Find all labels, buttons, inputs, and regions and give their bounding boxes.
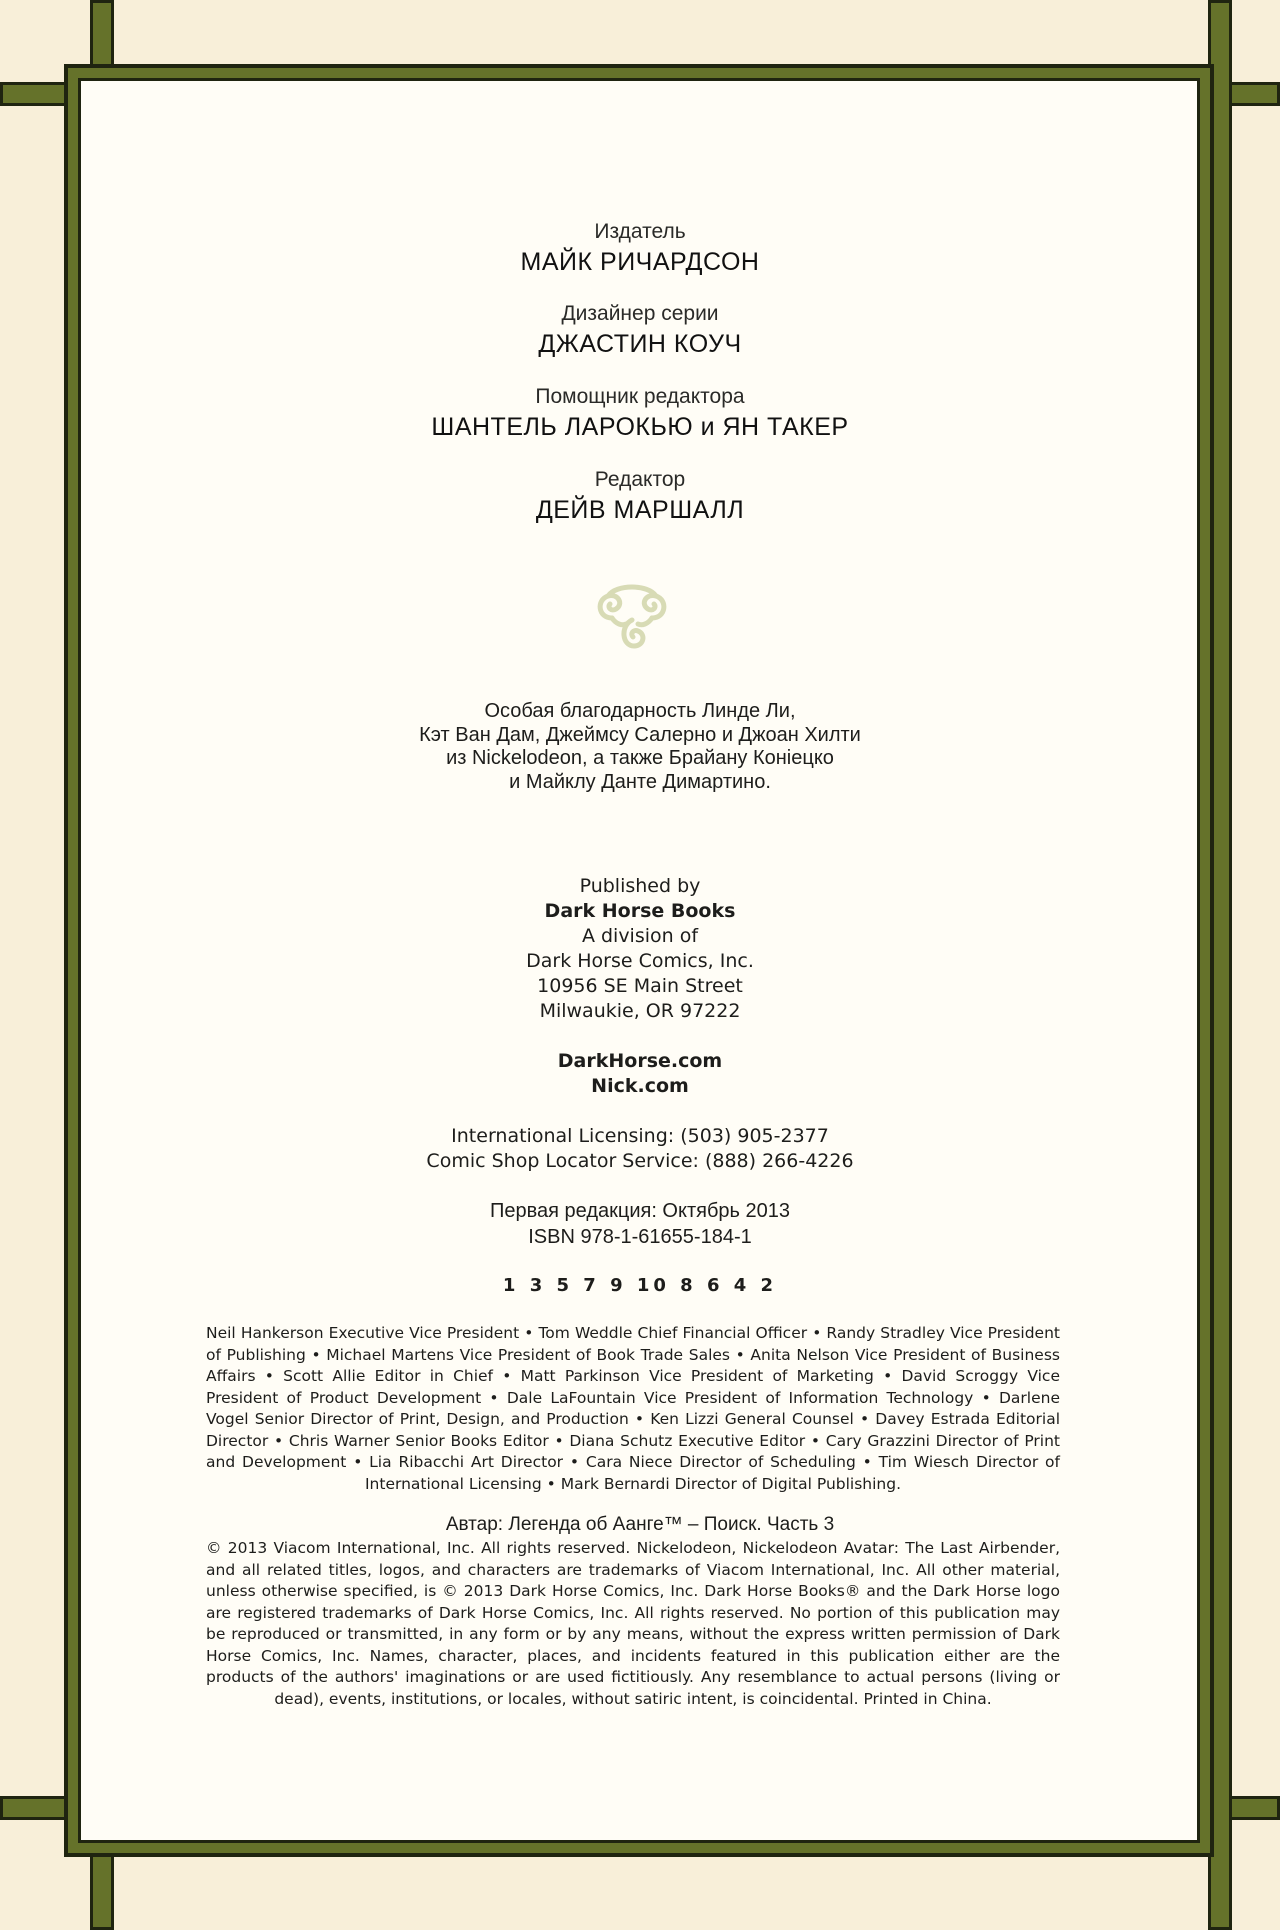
publisher-city: Milwaukie, OR 97222 <box>539 1000 741 1022</box>
licensing-phone: International Licensing: (503) 905-2377 <box>451 1125 829 1147</box>
website-nick[interactable]: Nick.com <box>591 1075 689 1097</box>
credit-role: Издатель <box>594 220 686 243</box>
publisher-parent: Dark Horse Comics, Inc. <box>526 950 754 972</box>
staff-list: Neil Hankerson Executive Vice President • Tom Weddle Chief Financial Officer • Randy Stradley Vice President of Publishing • Michael Martens Vice President of Book Trade Sales • Anita Nelson Vice President of Business Affairs • Scott Allie Editor in Chief • Matt Parkinson Vice President of Marketing • David Scroggy Vice President of Product Development • Dale LaFountain Vice President of Information Technology • Darlene Vogel Senior Director of Print, Design, and Production • Ken Lizzi General Counsel • Davey Estrada Editorial Director • Chris Warner Senior Books Editor • Diana Schutz Executive Editor • Cary Grazzini Director of Print and Development • Lia Ribacchi Art Director • Cara Niece Director of Scheduling • Tim Wiesch Director of International Licensing • Mark Bernardi Director of Digital Publishing. <box>206 1324 1060 1493</box>
publisher-street: 10956 SE Main Street <box>537 975 743 997</box>
contact-numbers <box>0 1124 1280 1174</box>
isbn: ISBN 978-1-61655-184-1 <box>528 1226 752 1248</box>
thanks-line: Кэт Ван Дам, Джеймсу Салерно и Джоан Хилти <box>419 723 861 746</box>
credit-name: ДЕЙВ МАРШАЛЛ <box>535 496 745 524</box>
credit-name: ДЖАСТИН КОУЧ <box>538 330 742 358</box>
websites <box>0 1049 1280 1099</box>
first-edition: Первая редакция: Октябрь 2013 <box>489 1200 791 1222</box>
credit-role: Помощник редактора <box>535 385 745 408</box>
credit-name: МАЙК РИЧАРДСОН <box>520 248 760 276</box>
book-title: Автар: Легенда об Аанге™ – Поиск. Часть 3 <box>445 1514 835 1535</box>
credit-editor <box>0 466 1280 526</box>
publisher-division: A division of <box>581 925 699 947</box>
credit-publisher <box>0 218 1280 278</box>
publisher-info <box>0 874 1280 1024</box>
edition-info <box>0 1198 1280 1250</box>
thanks-line: из Nickelodeon, а также Брайану Конiецко <box>446 747 834 769</box>
thanks-line: Особая благодарность Линде Ли, <box>484 700 796 722</box>
publisher-company: Dark Horse Books <box>544 900 736 922</box>
print-line: 1 3 5 7 9 10 8 6 4 2 <box>502 1275 778 1296</box>
thanks-line: и Майклу Данте Димартино. <box>509 770 771 793</box>
copyright-notice: © 2013 Viacom International, Inc. All rights reserved. Nickelodeon, Nickelodeon Avatar: The Last Airbender, and all related titles, logos, and characters are trademarks of Viacom International, Inc. All other material, unless otherwise specified, is © 2013 Dark Horse Comics, Inc. Dark Horse Books® and the Dark Horse logo are registered trademarks of Dark Horse Comics, Inc. All rights reserved. No portion of this publication may be reproduced or transmitted, in any form or by any means, without the express written permission of Dark Horse Comics, Inc. Names, character, places, and incidents featured in this publication either are the products of the authors' imaginations or are used fictitiously. Any resemblance to actual persons (living or dead), events, institutions, or locales, without satiric intent, is coincidental. Printed in China. <box>206 1539 1060 1708</box>
published-by: Published by <box>579 875 701 897</box>
credit-assistant-editor <box>0 383 1280 443</box>
credit-role: Редактор <box>594 468 686 491</box>
credit-series-designer <box>0 300 1280 360</box>
air-nomad-swirl-icon <box>590 576 674 654</box>
credit-role: Дизайнер серии <box>561 302 719 325</box>
credit-name: ШАНТЕЛЬ ЛАРОКЬЮ и ЯН ТАКЕР <box>431 413 849 441</box>
shop-locator-phone: Comic Shop Locator Service: (888) 266-4226 <box>426 1150 854 1172</box>
special-thanks <box>0 700 1280 794</box>
website-darkhorse[interactable]: DarkHorse.com <box>557 1050 723 1072</box>
